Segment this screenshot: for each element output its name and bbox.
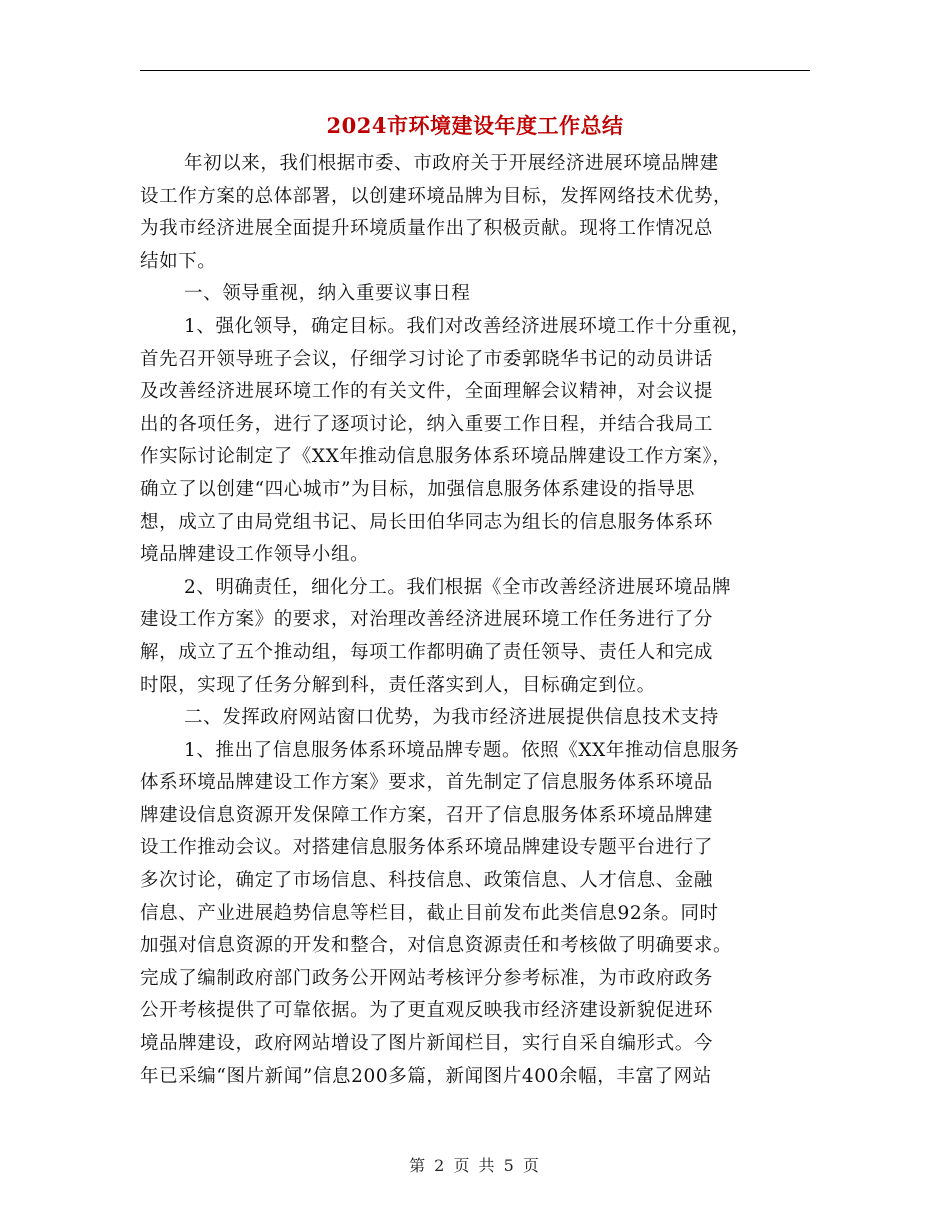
text-line: 建设工作方案》的要求，对治理改善经济进展环境工作任务进行了分 xyxy=(140,609,714,631)
page-footer: 第 2 页 共 5 页 xyxy=(409,1156,541,1175)
document-title: 2024市环境建设年度工作总结 xyxy=(326,113,624,138)
text-line: 出的各项任务，进行了逐项讨论，纳入重要工作日程，并结合我局工 xyxy=(140,413,714,435)
text-line: 一、领导重视，纳入重要议事日程 xyxy=(184,283,471,305)
text-line: 境品牌建设工作领导小组。 xyxy=(140,544,370,566)
text-line: 想，成立了由局党组书记、局长田伯华同志为组长的信息服务体系环 xyxy=(140,511,714,533)
text-line: 多次讨论，确定了市场信息、科技信息、政策信息、人才信息、金融 xyxy=(140,870,714,892)
text-line: 体系环境品牌建设工作方案》要求，首先制定了信息服务体系环境品 xyxy=(140,772,714,794)
document-body xyxy=(140,148,820,1093)
text-line: 时限，实现了任务分解到科，责任落实到人，目标确定到位。 xyxy=(140,674,656,696)
text-line: 公开考核提供了可靠依据。为了更直观反映我市经济建设新貌促进环 xyxy=(140,1000,714,1022)
text-line: 结如下。 xyxy=(140,250,217,272)
text-line: 信息、产业进展趋势信息等栏目，截止目前发布此类信息92条。同时 xyxy=(140,902,719,924)
text-line: 设工作方案的总体部署，以创建环境品牌为目标，发挥网络技术优势， xyxy=(140,185,733,207)
text-line: 设工作推动会议。对搭建信息服务体系环境品牌建设专题平台进行了 xyxy=(140,837,714,859)
text-line: 1、推出了信息服务体系环境品牌专题。依照《XX年推动信息服务 xyxy=(184,739,740,761)
text-line: 及改善经济进展环境工作的有关文件，全面理解会议精神，对会议提 xyxy=(140,381,714,403)
header-rule xyxy=(140,70,810,71)
text-line: 2、明确责任，细化分工。我们根据《全市改善经济进展环境品牌 xyxy=(184,576,732,598)
text-line: 解，成立了五个推动组，每项工作都明确了责任领导、责任人和完成 xyxy=(140,641,714,663)
text-line: 1、强化领导，确定目标。我们对改善经济进展环境工作十分重视， xyxy=(184,315,751,337)
text-line: 二、发挥政府网站窗口优势，为我市经济进展提供信息技术支持 xyxy=(184,707,719,729)
text-line: 为我市经济进展全面提升环境质量作出了积极贡献。现将工作情况总 xyxy=(140,218,714,240)
text-line: 完成了编制政府部门政务公开网站考核评分参考标准，为市政府政务 xyxy=(140,967,714,989)
text-line: 加强对信息资源的开发和整合，对信息资源责任和考核做了明确要求。 xyxy=(140,935,733,957)
text-line: 牌建设信息资源开发保障工作方案，召开了信息服务体系环境品牌建 xyxy=(140,804,714,826)
text-line: 年已采编“图片新闻”信息200多篇，新闻图片400余幅，丰富了网站 xyxy=(140,1065,712,1087)
text-line: 作实际讨论制定了《XX年推动信息服务体系环境品牌建设工作方案》， xyxy=(140,446,732,468)
text-line: 境品牌建设，政府网站增设了图片新闻栏目，实行自采自编形式。今 xyxy=(140,1033,714,1055)
text-line: 年初以来，我们根据市委、市政府关于开展经济进展环境品牌建 xyxy=(184,153,719,174)
text-line: 确立了以创建“四心城市”为目标，加强信息服务体系建设的指导思 xyxy=(140,478,695,500)
text-line: 首先召开领导班子会议，仔细学习讨论了市委郭晓华书记的动员讲话 xyxy=(140,348,714,370)
